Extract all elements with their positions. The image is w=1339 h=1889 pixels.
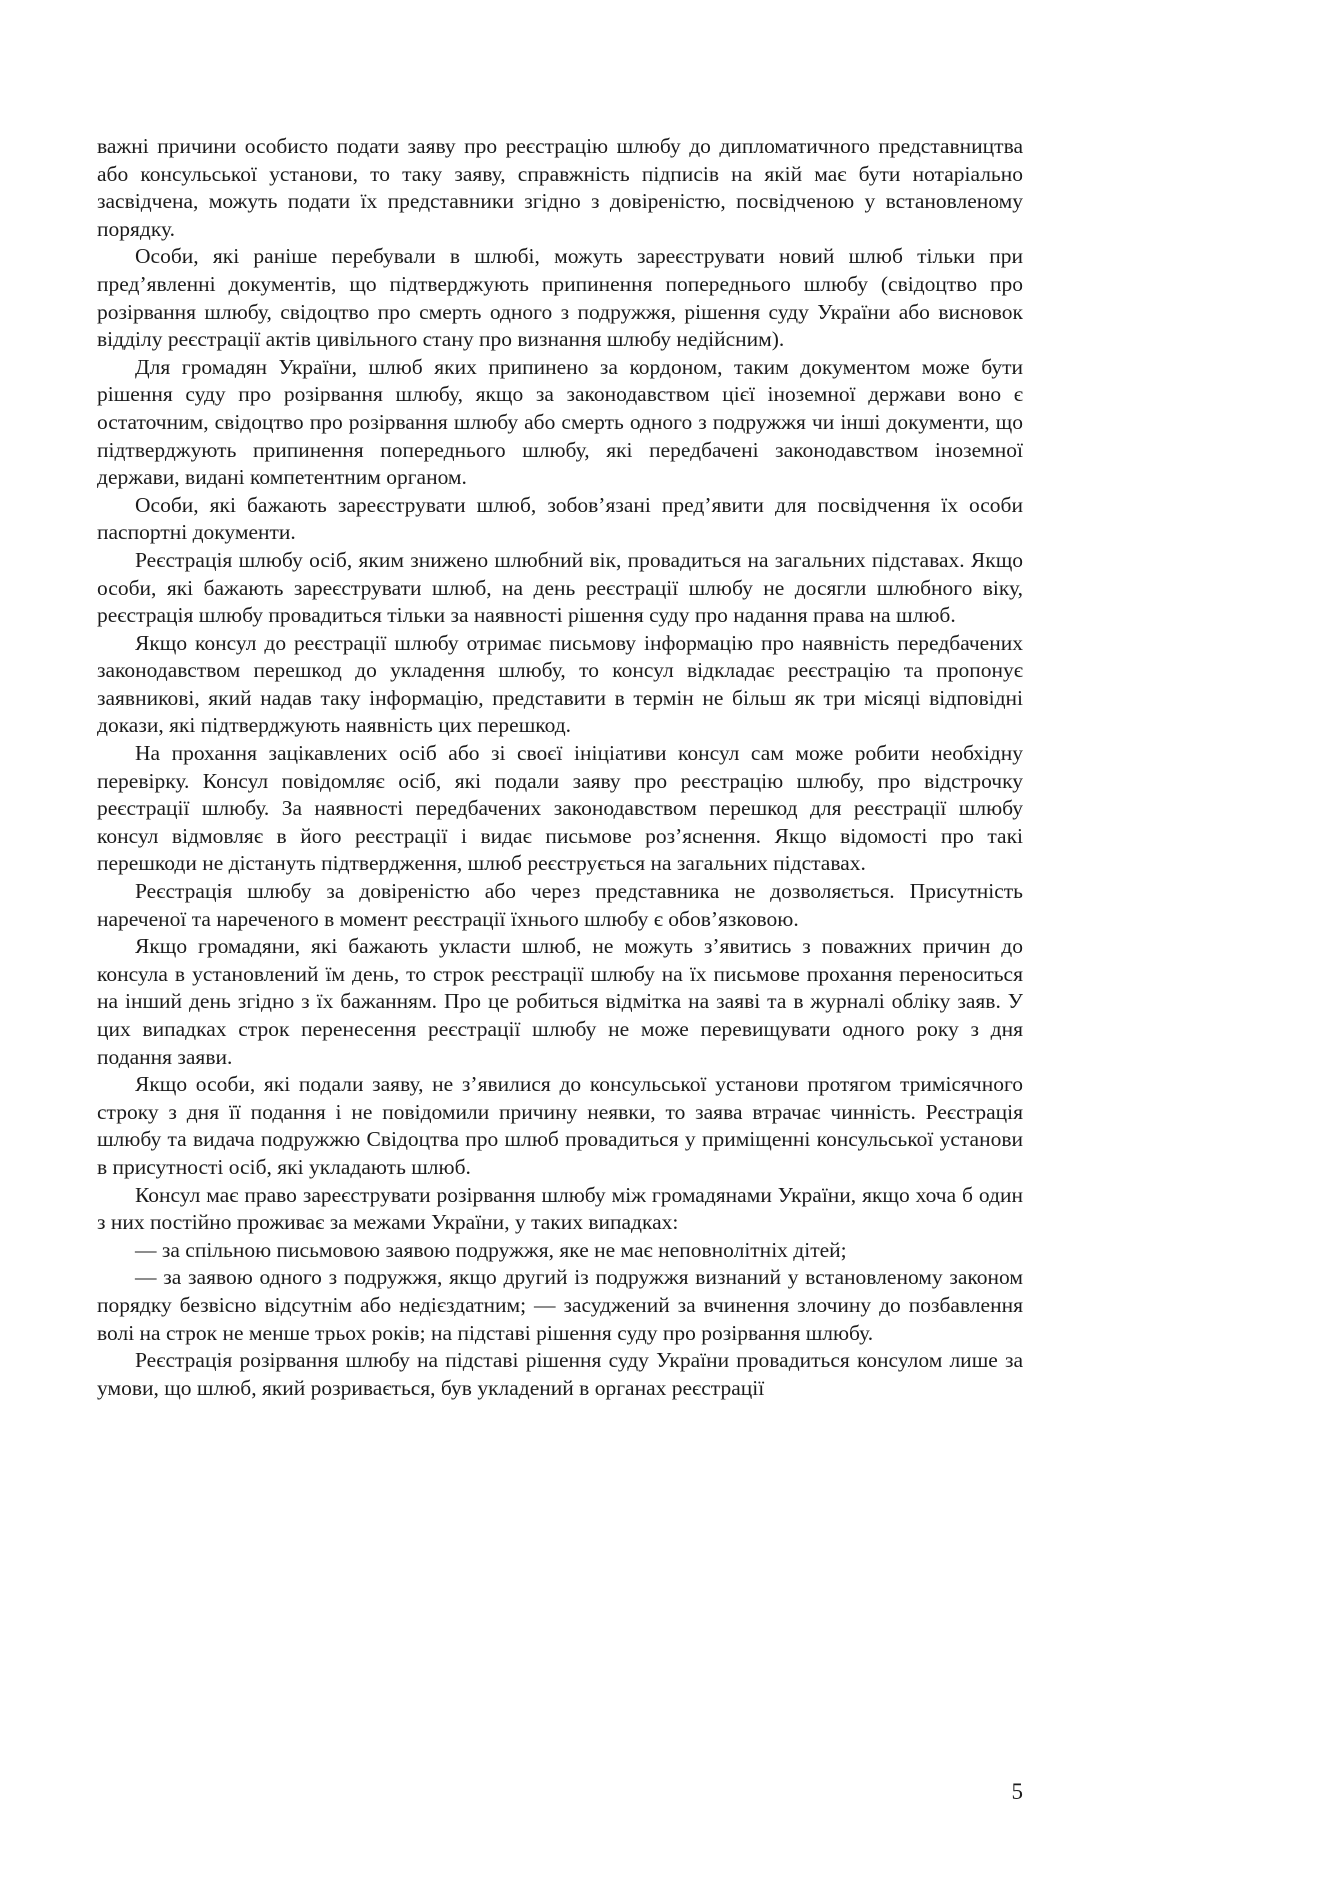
paragraph: Якщо особи, які подали заяву, не з’явилися до консульської установи протягом тримісячного строку з дня її подання і не повідомили причину неявки, то заява втрачає чинність. Реєстрація шлюбу та видача подружжю Свідоцтва про шлюб провадиться у приміщенні консульської установи в присутності осіб, які укладають шлюб. (97, 1072, 1023, 1179)
paragraph: Якщо громадяни, які бажають укласти шлюб, не можуть з’явитись з поважних причин до консула в установлений їм день, то строк реєстрації шлюбу на їх письмове прохання переноситься на інший день згідно з їх бажанням. Про це робиться відмітка на заяві та в журналі обліку заяв. У цих випадках строк перенесення реєстрації шлюбу не може перевищувати одного року з дня подання заяви. (97, 934, 1023, 1069)
paragraph: Особи, які раніше перебували в шлюбі, можуть зареєструвати новий шлюб тільки при пред’явленні документів, що підтверджують припинення попереднього шлюбу (свідоцтво про розірвання шлюбу, свідоцтво про смерть одного з подружжя, рішення суду України або висновок відділу реєстрації актів цивільного стану про визнання шлюбу недійсним). (97, 244, 1023, 352)
paragraph: Реєстрація розірвання шлюбу на підставі рішення суду України провадиться консулом лише за умови, що шлюб, який розривається, був укладений в органах реєстрації (97, 1348, 1023, 1400)
paragraph: — за спільною письмовою заявою подружжя, яке не має неповнолітніх дітей; (135, 1237, 847, 1262)
paragraph: Якщо консул до реєстрації шлюбу отримає письмову інформацію про наявність передбачених законодавством перешкод до укладення шлюбу, то консул відкладає реєстрацію та пропонує заявникові, який надав таку інформацію, представити в термін не більш як три місяці відповідні докази, які підтверджують наявність цих перешкод. (97, 630, 1023, 738)
paragraph: важні причини особисто подати заяву про реєстрацію шлюбу до дипломатичного представництва або консульської установи, то таку заяву, справжність підписів на якій має бути нотаріально засвідчена, можуть подати їх представники згідно з довіреністю, посвідченою у встановленому порядку. (97, 134, 1023, 241)
paragraph: Реєстрація шлюбу осіб, яким знижено шлюбний вік, провадиться на загальних підставах. Якщо особи, які бажають зареєструвати шлюб, на день реєстрації шлюбу не досягли шлюбного віку, реєстрація шлюбу провадиться тільки за наявності рішення суду про надання права на шлюб. (97, 547, 1023, 628)
paragraph: Консул має право зареєструвати розірвання шлюбу між громадянами України, якщо хоча б один з них постійно проживає за межами України, у таких випадках: (97, 1182, 1023, 1235)
paragraph: На прохання зацікавлених осіб або зі своєї ініціативи консул сам може робити необхідну перевірку. Консул повідомляє осіб, які подали заяву про реєстрацію шлюбу, про відстрочку реєстрації шлюбу. За наявності передбачених законодавством перешкод для реєстрації шлюбу консул відмовляє в його реєстрації і видає письмове роз’яснення. Якщо відомості про такі перешкоди не дістануть підтвердження, шлюб реєструється на загальних підставах. (97, 741, 1023, 876)
paragraph: — за заявою одного з подружжя, якщо другий із подружжя визнаний у встановленому законом порядку безвісно відсутнім або недієздатним; — засуджений за вчинення злочину до позбавлення волі на строк не менше трьох років; на підставі рішення суду про розірвання шлюбу. (97, 1265, 1023, 1345)
paragraph: Особи, які бажають зареєструвати шлюб, зобов’язані пред’явити для посвідчення їх особи паспортні документи. (97, 492, 1023, 545)
page-number: 5 (1011, 1779, 1023, 1804)
page-text (97, 133, 1023, 1402)
paragraph: Для громадян України, шлюб яких припинено за кордоном, таким документом може бути рішення суду про розірвання шлюбу, якщо за законодавством цієї іноземної держави воно є остаточним, свідоцтво про розірвання шлюбу або смерть одного з подружжя чи інші документи, що підтверджують припинення попереднього шлюбу, які передбачені законодавством іноземної держави, видані компетентним органом. (97, 354, 1023, 490)
paragraph: Реєстрація шлюбу за довіреністю або через представника не дозволяється. Присутність нареченої та нареченого в момент реєстрації їхнього шлюбу є обов’язковою. (97, 879, 1023, 931)
